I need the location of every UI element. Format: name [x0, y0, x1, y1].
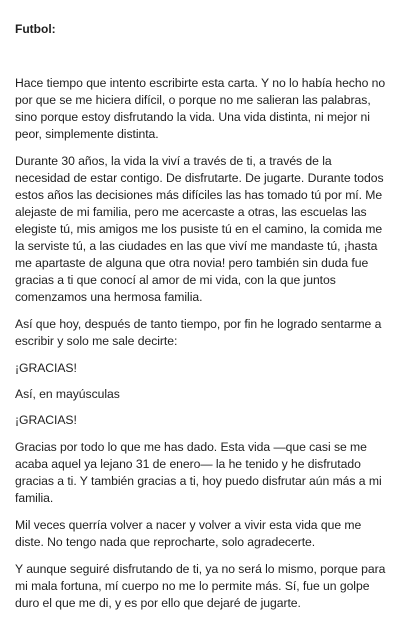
- paragraph-1: Hace tiempo que intento escribirte esta carta. Y no lo había hecho no por que se me hiciera difícil, o porque no me salieran las palabras, sino porque estoy disfrutando la vida. Una vida distinta, ni mejor ni peor, simplemente distinta.: [15, 76, 386, 141]
- paragraph-2: Durante 30 años, la vida la viví a través de ti, a través de la necesidad de estar contigo. De disfrutarte. De jugarte. Durante todos estos años las decisiones más difíciles las has tomado tú por mí. Me alejaste de mi familia, pero me acercaste a otras, las escuelas las elegiste tú, mis amigos me los pusiste tú en el camino, la comida me la serviste tú, a las ciudades en las que viví me mandaste tú, ¡hasta me apartaste de alguna que otra novia! pero también sin duda fue gracias a ti que conocí al amor de mi vida, con la que juntos comenzamos una hermosa familia.: [15, 154, 384, 304]
- paragraph-gracias-2: ¡GRACIAS!: [15, 413, 77, 427]
- paragraph-9: Y aunque seguiré disfrutando de ti, ya no será lo mismo, porque para mi mala fortuna, mí cuerpo no me lo permite más. Sí, fue un golpe duro el que me di, y es por ello que dejaré de jugarte.: [15, 562, 386, 610]
- paragraph-3: Así que hoy, después de tanto tiempo, por fin he logrado sentarme a escribir y solo me sale decirte:: [15, 317, 382, 348]
- letter-title: Futbol:: [15, 22, 56, 36]
- paragraph-8: Mil veces querría volver a nacer y volver a vivir esta vida que me diste. No tengo nada que reprocharte, solo agradecerte.: [15, 518, 362, 549]
- paragraph-7: Gracias por todo lo que me has dado. Esta vida —que casi se me acaba aquel ya lejano 31 de enero— la he tenido y he disfrutado gracias a ti. Y también gracias a ti, hoy puedo disfrutar aún más a mi familia.: [15, 440, 382, 505]
- paragraph-mayusculas: Así, en mayúsculas: [15, 387, 120, 401]
- paragraph-gracias-1: ¡GRACIAS!: [15, 361, 77, 375]
